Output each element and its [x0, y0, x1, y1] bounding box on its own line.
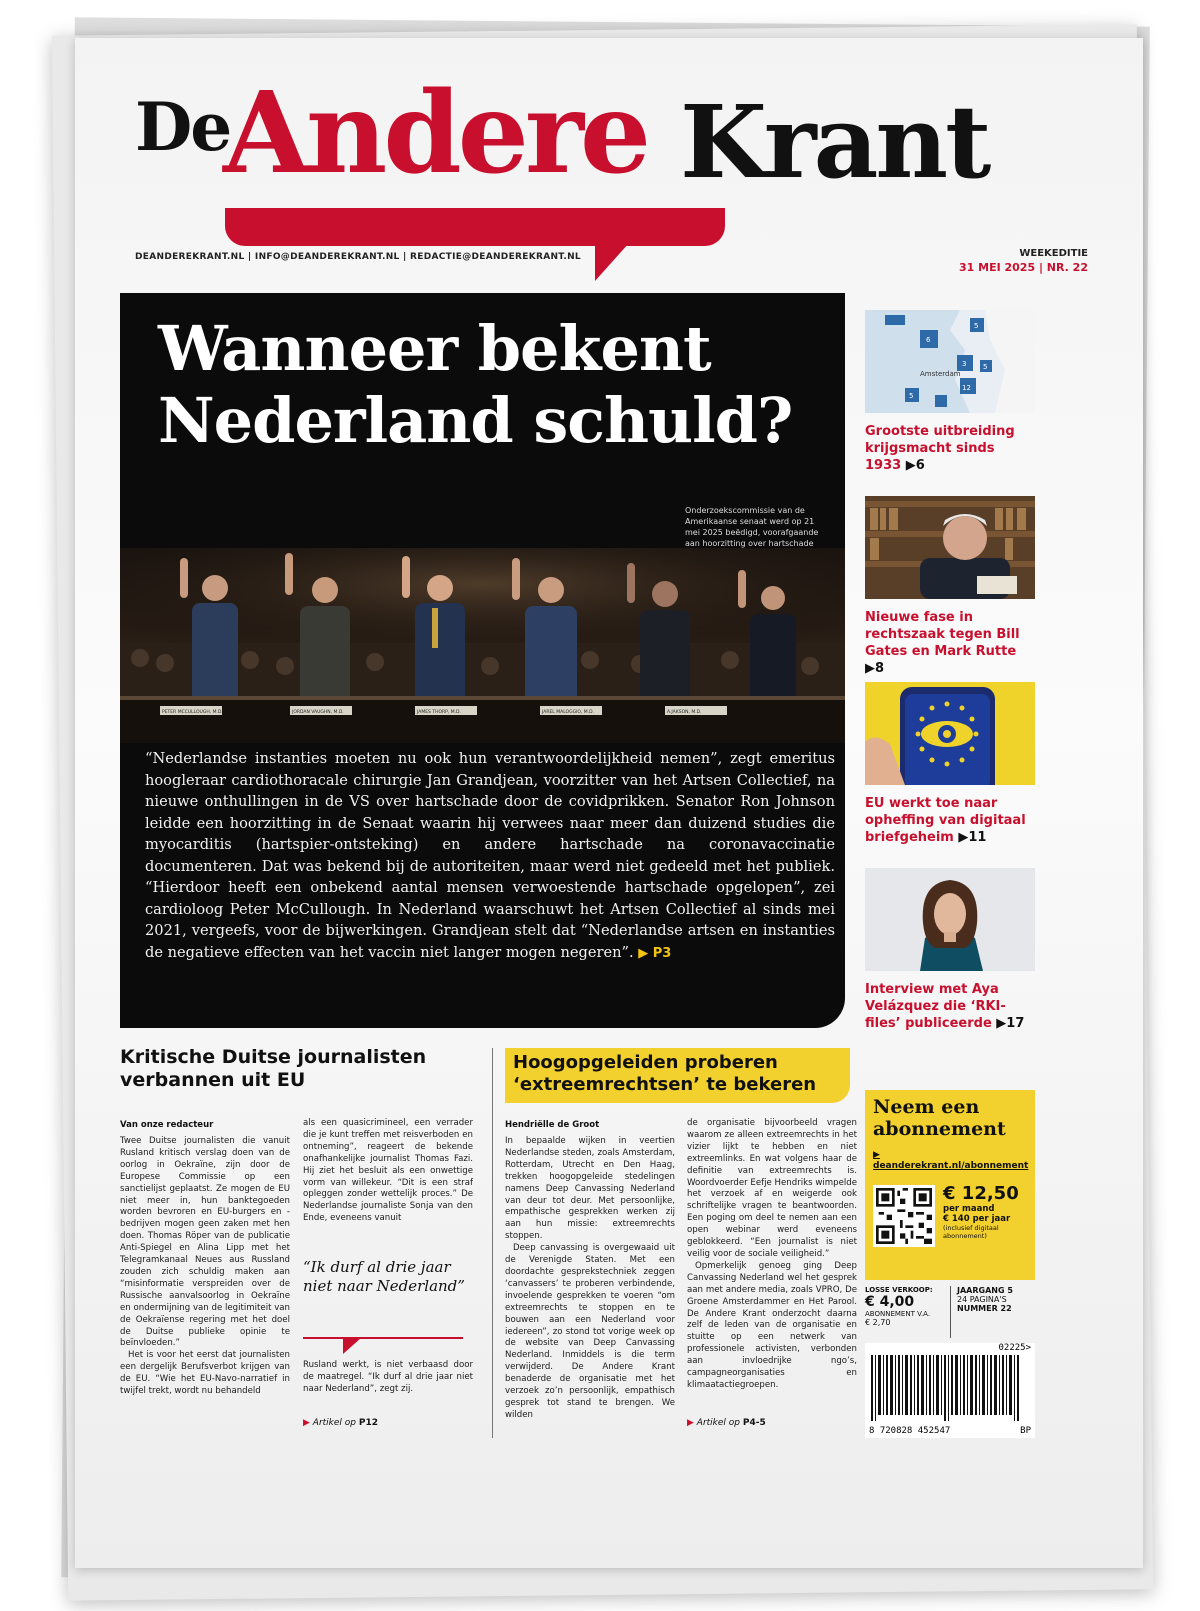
logo-word-krant: Krant — [680, 83, 989, 201]
teaser-krijgsmacht[interactable] — [865, 310, 1035, 474]
subscription-link[interactable]: ▶ deanderekrant.nl/abonnement — [873, 1150, 1029, 1171]
article2-column-2 — [687, 1118, 857, 1392]
article2-headline[interactable]: Hoogopgeleiden proberen ‘extreemrechtsen’ te bekeren — [513, 1052, 817, 1095]
teaser-page-ref[interactable]: ▶8 — [865, 661, 885, 676]
column-divider — [492, 1048, 493, 1438]
subscription-box[interactable] — [865, 1090, 1035, 1280]
article-ref-label: Artikel op — [696, 1418, 741, 1428]
article1-column-2-bottom — [303, 1360, 473, 1396]
article2-paragraph: Opmerkelijk genoeg ging Deep Canvassing Nederland wel het gesprek aan met andere media, zoals VPRO, De Groene Amsterdammer en Het Parool. De Andere Krant onderzocht daarna zelf de leden van de organisatie en stuitte op een netwerk van professionele activisten, verbonden aan invloedrijke ngo’s, campagneorganisaties en klimaatactiegroepen. — [687, 1260, 857, 1390]
teaser-page-ref[interactable]: ▶11 — [958, 830, 987, 845]
edition-info — [959, 248, 1088, 274]
article1-paragraph: Rusland werkt, is niet verbaasd door de maatregel. “Ik durf al drie jaar niet naar Nederland”, zegt zij. — [303, 1360, 473, 1394]
article-ref-page: P12 — [358, 1418, 379, 1428]
nameplate-4: JAREL MALOGGIO, M.D. — [542, 710, 594, 715]
single-copy-price: € 4,00 — [865, 1294, 915, 1310]
issue-number-label: NUMMER 22 — [957, 1304, 1012, 1313]
article1-pull-quote: “Ik durf al drie jaar niet naar Nederland” — [303, 1258, 465, 1295]
arrow-icon: ▶ — [687, 1418, 694, 1428]
teaser-title — [865, 609, 1035, 677]
teaser-title-text: EU werkt toe naar opheffing van digitaal briefgeheim — [865, 796, 1026, 845]
price-yearly: € 140 per jaar — [943, 1214, 1011, 1224]
photo-caption: Onderzoekscommissie van de Amerikaanse senaat werd op 21 mei 2025 beëdigd, voorafgaande aan hoorzitting over hartschade — [685, 506, 819, 548]
contact-line[interactable]: DEANDEREKRANT.NL | INFO@DEANDEREKRANT.NL | REDACTIE@DEANDEREKRANT.NL — [135, 252, 581, 262]
article2-column-1 — [505, 1136, 675, 1422]
nameplate-2: JORDAN VAUGHN, M.D. — [292, 710, 344, 715]
price-note: (inclusief digitaal abonnement) — [943, 1224, 999, 1240]
lead-headline-line-2: Nederland schuld? — [158, 384, 793, 457]
barcode-bars-icon — [869, 1355, 1031, 1421]
map-label-amsterdam: Amsterdam — [920, 370, 961, 378]
newspaper-front-page — [75, 38, 1143, 1568]
subscription-title: Neem een abonnement — [873, 1096, 1006, 1140]
article1-column-2 — [303, 1118, 473, 1225]
pull-quote-tail — [343, 1338, 361, 1354]
map-label-2: 5 — [974, 322, 979, 330]
teaser-briefgeheim[interactable] — [865, 682, 1035, 846]
logo-word-de: De — [135, 88, 231, 166]
single-copy-label: LOSSE VERKOOP: — [865, 1286, 933, 1294]
price-per-month: per maand — [943, 1204, 995, 1214]
teaser-page-ref[interactable]: ▶17 — [996, 1016, 1025, 1031]
qr-code-icon[interactable] — [873, 1185, 935, 1247]
eu-eye-phone-thumbnail — [865, 682, 1035, 785]
pages-label: 24 PAGINA'S — [957, 1295, 1007, 1304]
barcode — [865, 1343, 1035, 1438]
map-label-6: 5 — [909, 392, 914, 400]
lead-story[interactable] — [120, 293, 845, 1028]
article2-page-ref[interactable] — [687, 1418, 766, 1428]
map-label-3: 3 — [962, 360, 967, 368]
pull-quote-underline — [303, 1337, 463, 1339]
info-divider — [950, 1286, 951, 1338]
article-ref-page: P4-5 — [742, 1418, 766, 1428]
map-thumbnail — [865, 310, 1035, 413]
article1-column-1 — [120, 1136, 290, 1398]
teaser-title-text: Grootste uitbreiding krijgsmacht sinds 1933 — [865, 424, 1015, 473]
interview-portrait-thumbnail — [865, 868, 1035, 971]
teaser-page-ref[interactable]: ▶6 — [905, 458, 925, 473]
edition-date: 31 MEI 2025 | NR. 22 — [958, 261, 1088, 274]
barcode-digits: 8 720828 452547 — [869, 1426, 951, 1436]
edition-label: WEEKEDITIE — [1019, 248, 1088, 259]
map-label-1: 6 — [926, 336, 931, 344]
article2-paragraph: de organisatie bijvoorbeeld vragen waarom ze alleen extreemrechts in het vizier lijkt te hebben en niet extreemlinks. En wat volgens haar de definitie van extreemrechts is. Woordvoerder Eefje Hendriks wimpelde het verzoek af en weigerde ook schriftelijke vragen te beantwoorden. Een poging om deel te nemen aan een open webinar werd eveneens geblokkeerd. “Een journalist is niet veilig voor de sociale veiligheid.” — [687, 1118, 857, 1259]
article1-paragraph: Twee Duitse journalisten die vanuit Rusland kritisch verslag doen van de oorlog in Oekraïne, zijn door de Europese Commissie op een sanctielijst geplaatst. Ze mogen de EU niet meer in, hun banktegoeden worden bevroren en EU-burgers en -bedrijven mogen geen zaken met hen doen. Thomas Röper van de publicatie Anti-Spiegel en Alina Lipp met het Telegramkanaal Neues aus Russland zouden zich schuldig maken aan “misinformatie verspreiden over de Russische aanvalsoorlog in Oekraïne en ondermijning van de legitimiteit van de Oekraïense regering met het doel de Duitse publieke opinie te beïnvloeden.” — [120, 1136, 290, 1349]
nameplate-1: PETER MCCULLOUGH, M.D. — [162, 710, 223, 715]
teaser-title-text: Nieuwe fase in rechtszaak tegen Bill Gates en Mark Rutte — [865, 610, 1020, 659]
lead-page-ref[interactable]: ▶ P3 — [638, 945, 672, 961]
nameplate-3: JAMES THORP, M.D. — [417, 710, 461, 715]
subscription-from-price: € 2,70 — [865, 1318, 891, 1327]
subscription-from-label: ABONNEMENT V.A. — [865, 1310, 931, 1318]
article1-paragraph: Het is voor het eerst dat journalisten een dergelijk Berufsverbot krijgen van de EU. “Wie het EU-Navo-narratief in twijfel trekt, wordt nu behandeld — [120, 1350, 290, 1397]
lead-headline-line-1: Wanneer bekent — [158, 312, 711, 385]
map-label-5: 12 — [962, 384, 971, 392]
logo-word-andere: Andere — [223, 68, 648, 199]
nameplate-5: A.JAKSON, M.D. — [667, 710, 702, 715]
article2-paragraph: In bepaalde wijken in veertien Nederlandse steden, zoals Amsterdam, Rotterdam, Utrecht en Den Haag, trekken hoogopgeleide stedelingen namens Deep Canvassing Nederland van deur tot deur. Met persoonlijke, empathische gesprekken werken zij aan hun missie: extreemrechts stoppen. — [505, 1136, 675, 1242]
subscription-price — [943, 1183, 1028, 1240]
article1-byline: Van onze redacteur — [120, 1120, 214, 1130]
lead-headline — [158, 313, 838, 457]
article1-page-ref[interactable] — [303, 1418, 378, 1428]
teaser-title — [865, 795, 1035, 846]
teaser-title-text: Interview met Aya Velázquez die ‘RKI-files’ publiceerde — [865, 982, 1006, 1031]
senate-hearing-photo — [120, 548, 845, 743]
lead-body: “Nederlandse instanties moeten nu ook hun verantwoordelijkheid nemen”, zegt emeritus hoogleraar cardiothoracale chirurgie Jan Grandjean, voorzitter van het Artsen Collectief, na nieuwe onthullingen in de VS over hartschade door de covidprikken. Senator Ron Johnson leidde een hoorzitting in de Senaat waarin hij verwees naar meer dan duizend studies die myocarditis (hartspier-ontsteking) en andere hartschade na coronavaccinatie documenteren. Dat was bekend bij de autoriteiten, maar werd niet gedeeld met het publiek. “Hierdoor heeft een onbekend aantal mensen verwoestende hartschade opgelopen”, zei cardioloog Peter McCullough. In Nederland waarschuwt het Artsen Collectief al sinds mei 2021, vergeefs, voor de bijwerkingen. Grandjean stelt dat “Nederlandse artsen en instanties de negatieve effecten van het vaccin niet langer mogen negeren”. — [145, 750, 835, 961]
barcode-addon: 02225> — [998, 1343, 1031, 1353]
article1-paragraph: als een quasicrimineel, een verrader die je kunt treffen met reisverboden en ontneming”, reageert de bekende onafhankelijke journalist Thomas Fazi. Hij ziet het besluit als een onwettige vorm van willekeur. “Dit is een straf opleggen zonder wettelijk proces.” De Nederlandse journaliste Sonja van den Ende, eveneens vanuit — [303, 1118, 473, 1224]
logo-speech-bubble-tail — [595, 243, 629, 281]
teaser-interview[interactable] — [865, 868, 1035, 1032]
arrow-icon: ▶ — [303, 1418, 310, 1428]
logo-speech-bubble — [225, 208, 725, 246]
lead-body-text — [145, 748, 835, 964]
portrait-thumbnail — [865, 496, 1035, 599]
volume-label: JAARGANG 5 — [957, 1286, 1013, 1295]
article1-headline[interactable]: Kritische Duitse journalisten verbannen uit EU — [120, 1046, 427, 1091]
price-monthly: € 12,50 — [943, 1183, 1019, 1204]
article-ref-label: Artikel op — [312, 1418, 357, 1428]
teaser-rechtszaak[interactable] — [865, 496, 1035, 677]
article2-paragraph: Deep canvassing is overgewaaid uit de Verenigde Staten. Met een doordachte gesprekstechniek zeggen ‘canvassers’ te proberen verbindende, invoelende gesprekken te voeren “om extreemrechts te stoppen en te bouwen aan een Nederland voor iedereen”, zo stond tot vorige week op de website van Deep Canvassing Nederland. Inmiddels is die term verwijderd. De Andere Krant benaderde de organisatie met het verzoek zo’n persoonlijk, empathisch gesprek tot stand te brengen. We wilden — [505, 1243, 675, 1420]
barcode-suffix: BP — [1020, 1426, 1031, 1436]
teaser-title — [865, 423, 1035, 474]
teaser-title — [865, 981, 1035, 1032]
map-label-4: 5 — [983, 363, 988, 371]
article2-byline: Hendriëlle de Groot — [505, 1120, 600, 1130]
